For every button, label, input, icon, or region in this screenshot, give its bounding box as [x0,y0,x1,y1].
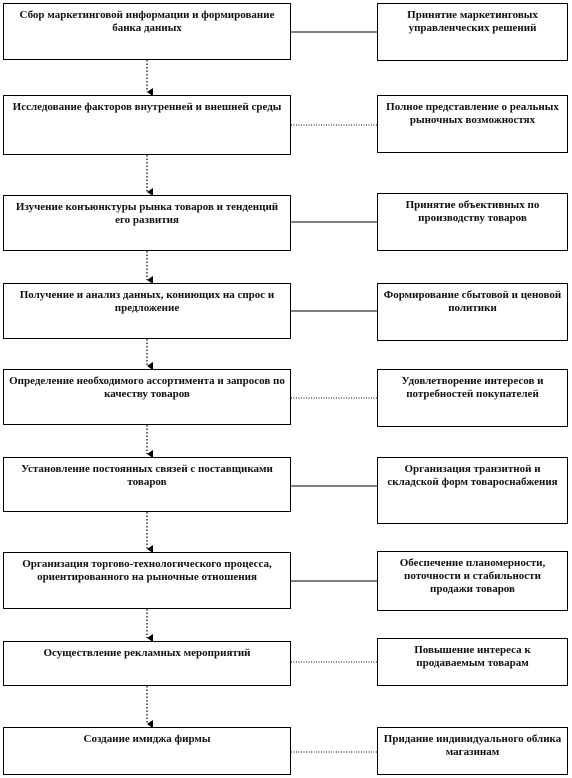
outcome-box-8: Повышение интереса к продаваемым товарам [377,638,568,686]
outcome-box-6: Организация транзитной и складской форм товароснабжения [377,457,568,524]
outcome-box-5: Удовлетворение интересов и потребностей покупателей [377,369,568,427]
step-box-6: Установление постоянных связей с поставщиками товаров [3,457,291,512]
step-box-4: Получение и анализ данных, кониющих на спрос и предложение [3,283,291,339]
outcome-box-3: Принятие объективных по производству товаров [377,193,568,251]
step-box-7: Организация торгово-технологического процесса, ориентированного на рыночные отношения [3,552,291,609]
step-box-5: Определение необходимого ассортимента и запросов по качеству товаров [3,369,291,425]
step-box-2: Исследование факторов внутренней и внешней среды [3,95,291,155]
step-box-9: Создание имиджа фирмы [3,727,291,775]
outcome-box-9: Придание индивидуального облика магазинам [377,727,568,775]
step-box-8: Осуществление рекламных мероприятий [3,641,291,686]
step-box-3: Изучение конъюнктуры рынка товаров и тенденций его развития [3,195,291,251]
outcome-box-1: Принятие маркетинговых управленческих решений [377,3,568,61]
outcome-box-2: Полное представление о реальных рыночных возможностях [377,95,568,153]
step-box-1: Сбор маркетинговой информации и формирование банка данных [3,3,291,60]
outcome-box-4: Формирование сбытовой и ценовой политики [377,283,568,341]
outcome-box-7: Обеспечение планомерности, поточности и стабильности продажи товаров [377,551,568,611]
